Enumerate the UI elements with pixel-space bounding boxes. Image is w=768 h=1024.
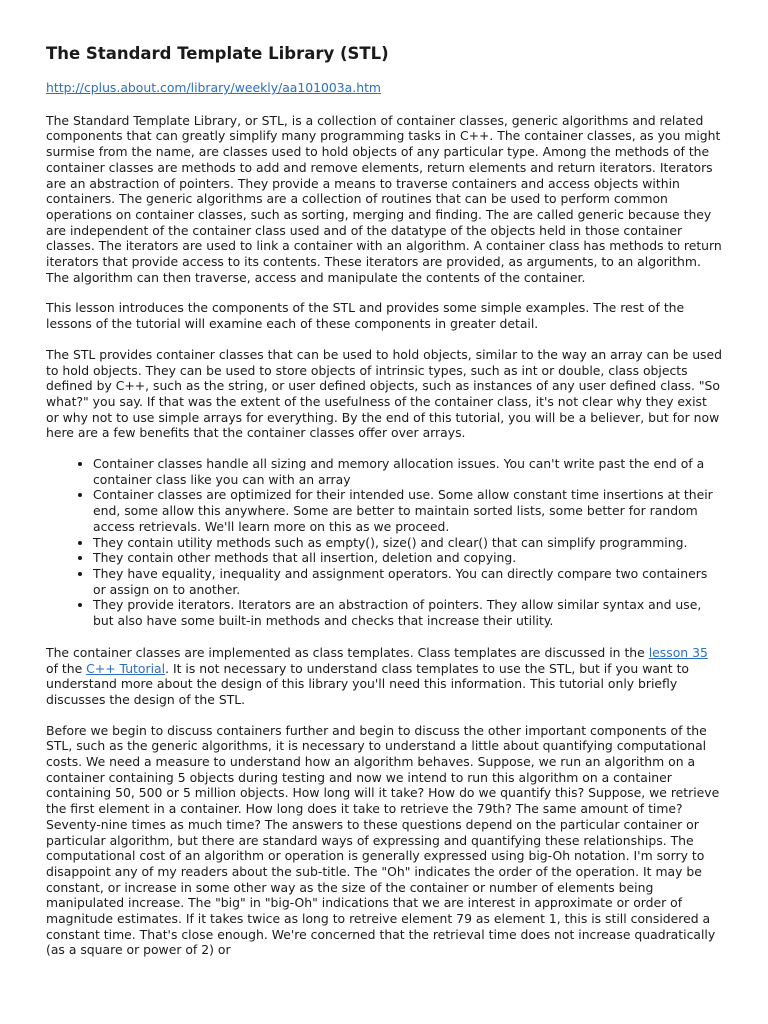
paragraph-text: The container classes are implemented as class templates. Class templates are discussed in the (46, 644, 649, 660)
page-title: The Standard Template Library (STL) (46, 44, 389, 63)
computational-cost-paragraph: Before we begin to discuss containers further and begin to discuss the other important components of the STL, such as the generic algorithms, it is necessary to understand a little about quantifying computational costs. We need a measure to understand how an algorithm behaves. Suppose, we run an algorithm on a container containing 5 objects during testing and now we intend to run this algorithm on a container containing 50, 500 or 5 million objects. How long will it take? How do we quantify this? Suppose, we retrieve the first element in a container. How long does it take to retrieve the 79th? The same amount of time? Seventy-nine times as much time? The answers to these questions depend on the particular container or particular algorithm, but there are standard ways of expressing and quantifying these relationships. The computational cost of an algorithm or operation is generally expressed using big-Oh notation. I'm sorry to disappoint any of my readers about the sub-title. The "Oh" indicates the order of the operation. It may be constant, or increase in some other way as the size of the container or number of elements being manipulated increase. The "big" in "big-Oh" indications that we are interest in approximate or order of magnitude estimates. If it takes twice as long to retreive element 79 as element 1, this is still considered a constant time. That's close enough. We're concerned that the retrieval time does not increase quadratically (as a square or power of 2) or (46, 722, 720, 958)
cpp-tutorial-link[interactable]: C++ Tutorial (86, 660, 166, 676)
list-item: • They provide iterators. Iterators are an abstraction of pointers. They allow similar syntax and use, but also have some built-in methods and checks that increase their utility. (93, 597, 723, 628)
source-url-line (46, 80, 723, 96)
list-item: • They have equality, inequality and assignment operators. You can directly compare two containers or assign on to another. (93, 566, 723, 597)
lesson-35-link[interactable]: lesson 35 (648, 644, 708, 660)
lesson-overview-paragraph: This lesson introduces the components of the STL and provides some simple examples. The rest of the lessons of the tutorial will examine each of these components in greater detail. (46, 300, 685, 332)
class-templates-paragraph (46, 645, 723, 708)
intro-paragraph: The Standard Template Library, or STL, is a collection of container classes, generic algorithms and related components that can greatly simplify many programming tasks in C++. The container classes, as you might surmise from the name, are classes used to hold objects of any particular type. Among the methods of the container classes are methods to add and remove elements, return elements and return iterators. Iterators are an abstraction of pointers. They provide a means to traverse containers and access objects within containers. The generic algorithms are a collection of routines that can be used to perform common operations on container classes, such as sorting, merging and finding. The are called generic because they are independent of the container class used and of the datatype of the objects held in those container classes. The iterators are used to link a container with an algorithm. A container class has methods to return iterators that provide access to its contents. These iterators are provided, as arguments, to an algorithm. The algorithm can then traverse, access and manipulate the contents of the container. (46, 112, 722, 285)
list-item: • They contain utility methods such as empty(), size() and clear() that can simplify programming. (93, 535, 723, 551)
paragraph-text: of the (46, 660, 87, 676)
container-classes-paragraph: The STL provides container classes that can be used to hold objects, similar to the way an array can be used to hold objects. They can be used to store objects of intrinsic types, such as int or double, class objects defined by C++, such as the string, or user defined objects, such as instances of any user defined class. "So what?" you say. If that was the extent of the usefulness of the container class, it's not clear why they exist or why not to use simple arrays for everything. By the end of this tutorial, you will be a believer, but for now here are a few benefits that the container classes offer over arrays. (46, 346, 723, 441)
paragraph-text: . It is not necessary to understand class templates to use the STL, but if you want to understand more about the design of this library you'll need this information. This tutorial only briefly discusses the design of the STL. (46, 660, 690, 707)
list-item: • Container classes handle all sizing and memory allocation issues. You can't write past the end of a container class like you can with an array (93, 456, 723, 487)
list-item: • Container classes are optimized for their intended use. Some allow constant time insertions at their end, some allow this anywhere. Some are better to maintain sorted lists, some better for random access retrievals. We'll learn more on this as we proceed. (93, 487, 723, 534)
list-item: • They contain other methods that all insertion, deletion and copying. (93, 550, 723, 566)
source-url-link[interactable]: http://cplus.about.com/library/weekly/aa101003a.htm (46, 80, 381, 95)
benefits-list (46, 456, 723, 629)
